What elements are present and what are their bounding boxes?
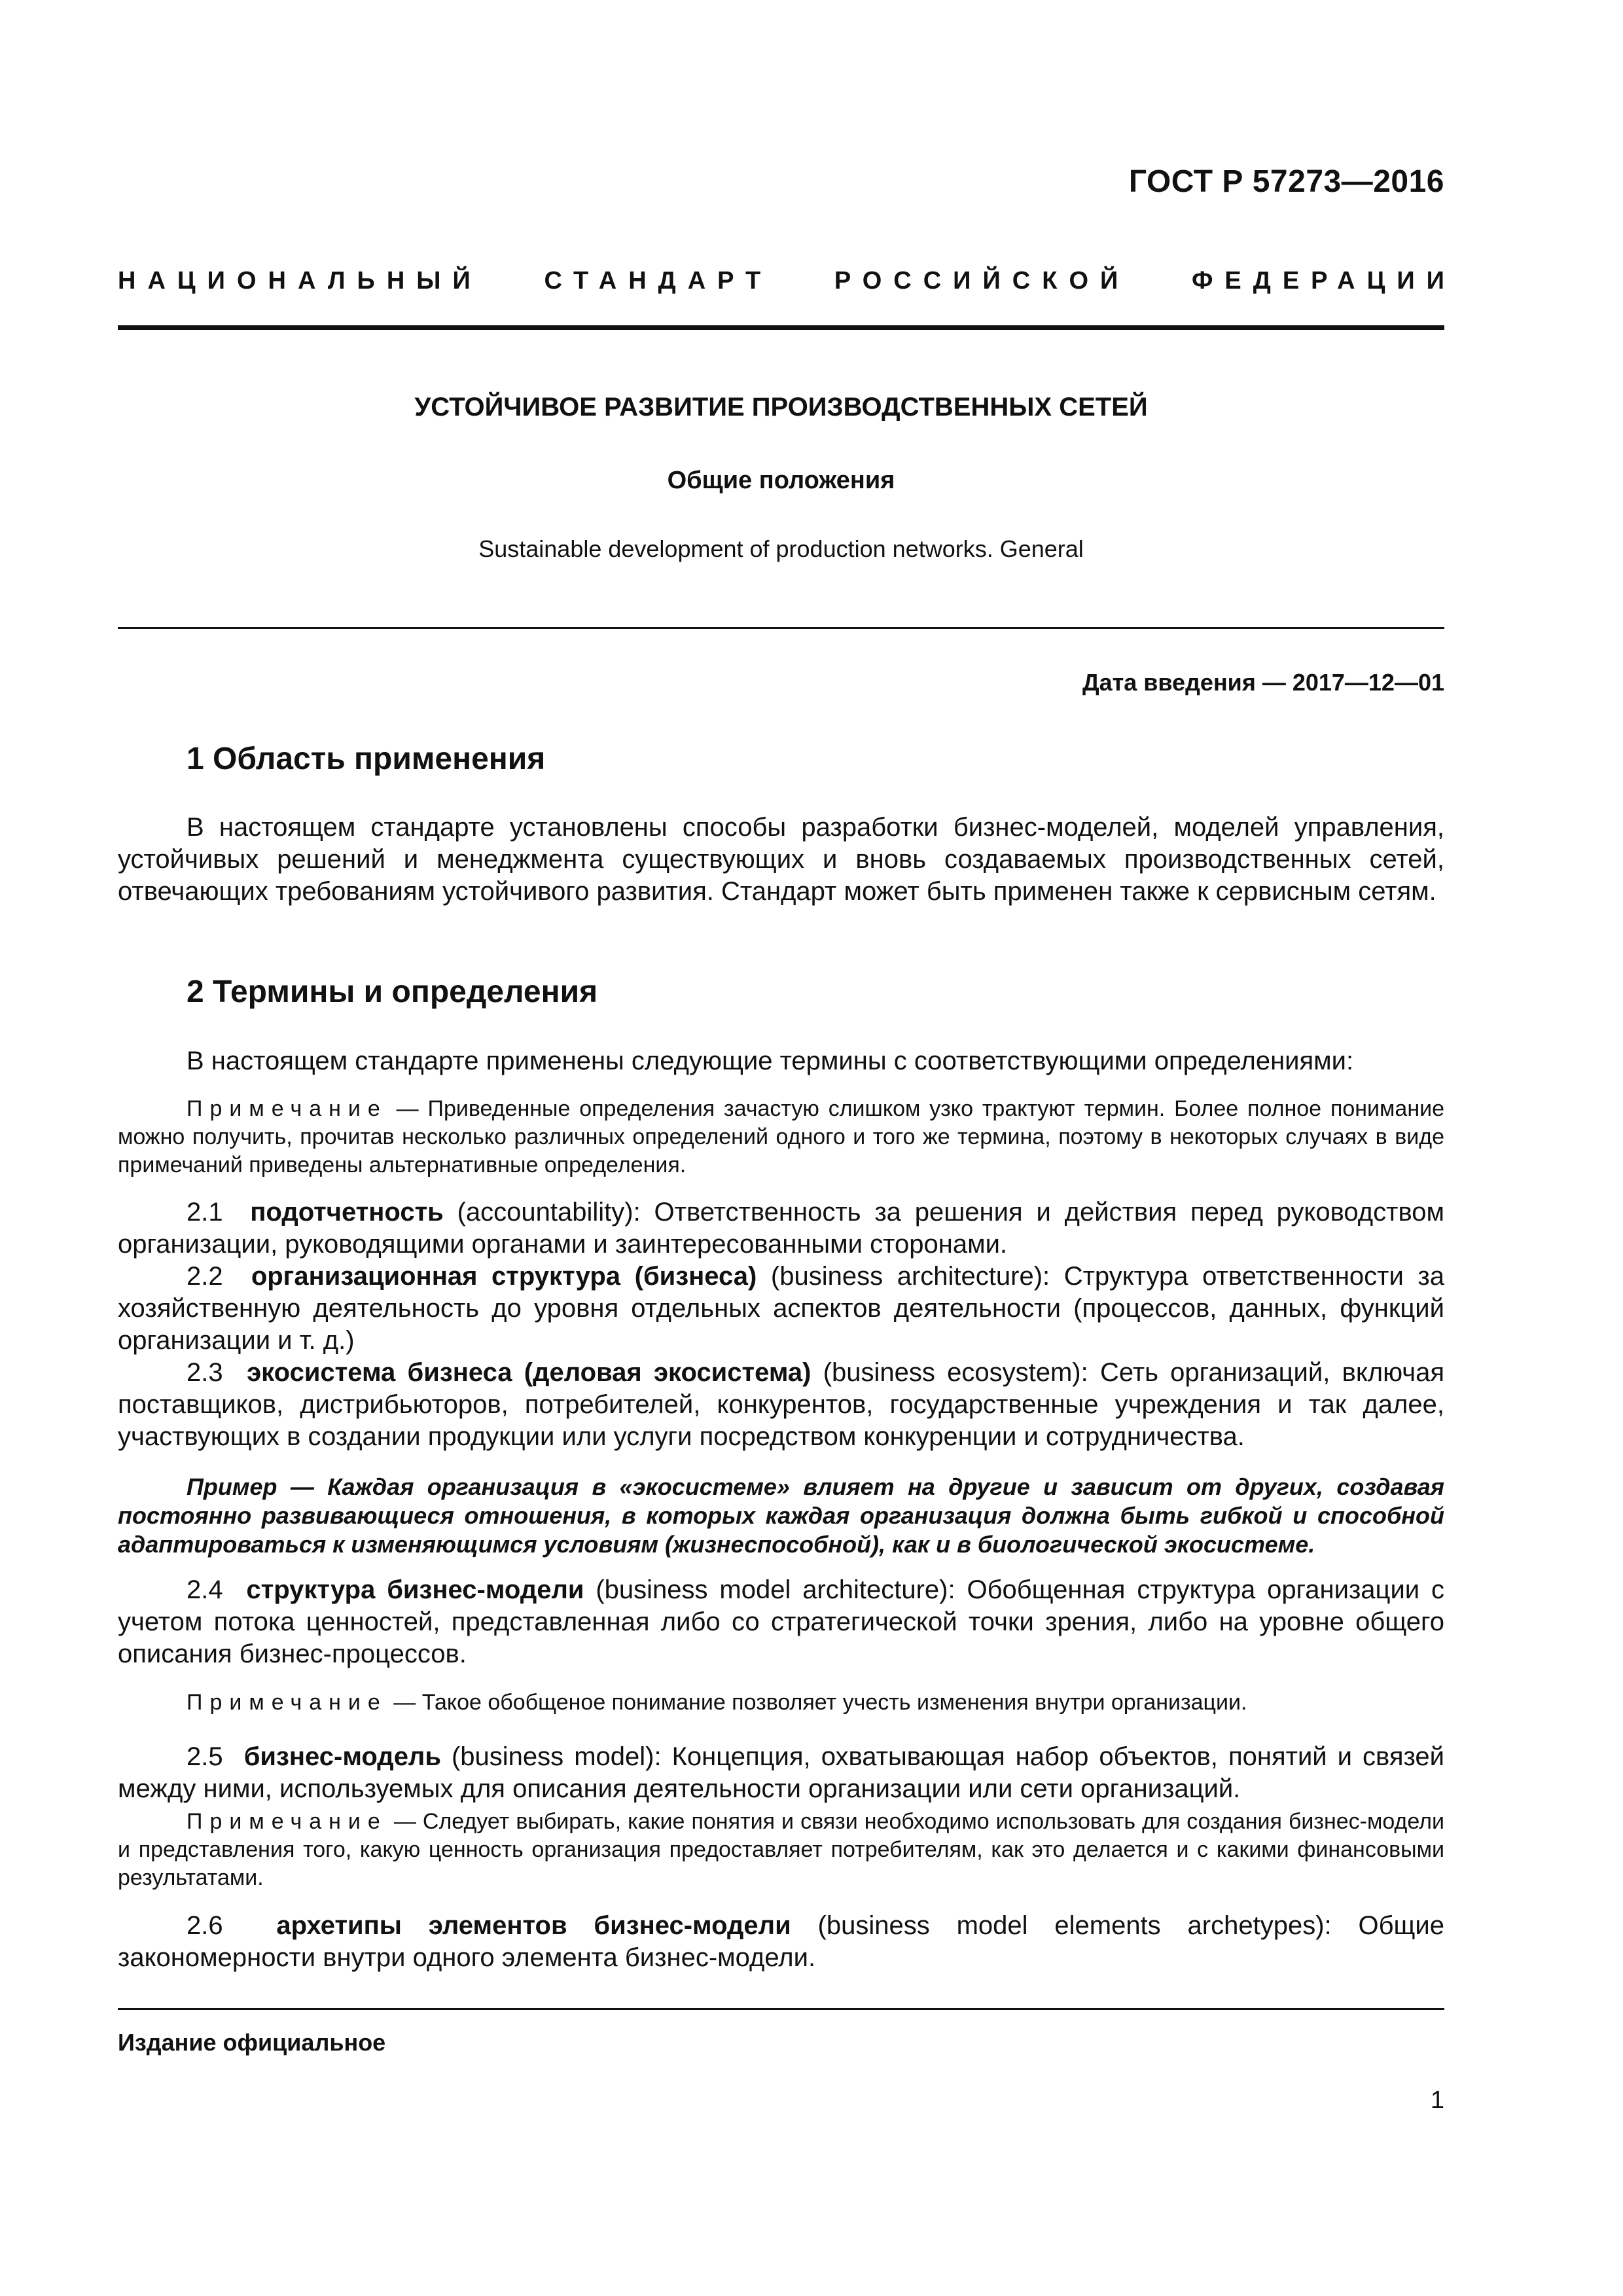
- standard-code: ГОСТ Р 57273—2016: [1128, 164, 1444, 199]
- header-divider: [118, 325, 1444, 330]
- publication-label: Издание официальное: [118, 2029, 386, 2056]
- term-name: экосистема бизнеса (деловая экосистема): [247, 1358, 812, 1387]
- term-definition: (accountability): Ответственность за решения и действия перед руководством организации, руководящими органами и заинтересованными сторонами.: [118, 1198, 1444, 1259]
- note-3: Примечание — Следует выбирать, какие понятия и связи необходимо использовать для создания бизнес-модели и представления того, какую ценность организация предоставляет потребителям, как это делается и с какими финансовыми результатами.: [118, 1809, 1444, 1890]
- document-subtitle: Общие положения: [667, 467, 895, 494]
- section-2-heading: 2 Термины и определения: [187, 975, 598, 1009]
- term-definition: (business model): Концепция, охватывающая набор объектов, понятий и связей между ними, используемых для описания деятельности организации или сети организаций.: [118, 1742, 1444, 1803]
- note-text: Следует выбирать, какие понятия и связи необходимо использовать для создания бизнес-модели и представления того, какую ценность организация предоставляет потребителям, как это делается и с какими финансовыми результатами.: [118, 1809, 1444, 1890]
- section-1-text: В настоящем стандарте установлены способы разработки бизнес-моделей, моделей управления, устойчивых решений и менеджмента существующих и вновь создаваемых производственных сетей, отвечающих требованиям устойчивого развития. Стандарт может быть применен также к сервисным сетям.: [118, 813, 1444, 906]
- note-label: Примечание: [187, 1096, 387, 1121]
- national-standard-banner: [118, 267, 1456, 295]
- term-definition: (business architecture): Структура ответственности за хозяйственную деятельность до уровня отдельных аспектов деятельности (процессов, данных, функций организации и т. д.): [118, 1262, 1445, 1355]
- section-2-intro: В настоящем стандарте применены следующие термины с соответствующими определениями:: [187, 1047, 1354, 1075]
- note-1: Примечание — Приведенные определения зачастую слишком узко трактуют термин. Более полное понимание можно получить, прочитав несколько различных определений одного и того же термина, поэтому в некоторых случаях в виде примечаний приведены альтернативные определения.: [118, 1096, 1444, 1177]
- term-definition: (business model architecture): Обобщенная структура организации с учетом потока ценностей, представленная либо со стратегической точки зрения, либо на уровне общего описания бизнес-процессов.: [118, 1575, 1445, 1668]
- note-text: Приведенные определения зачастую слишком узко трактуют термин. Более полное понимание можно получить, прочитав несколько различных определений одного и того же термина, поэтому в некоторых случаях в виде примечаний приведены альтернативные определения.: [118, 1096, 1444, 1177]
- title-divider: [118, 627, 1444, 629]
- note-label: Примечание: [187, 1690, 387, 1715]
- term-definition: (business ecosystem): Сеть организаций, включая поставщиков, дистрибьюторов, потребителей, конкурентов, государственные учреждения и так далее, участвующих в создании продукции или услуги посредством конкуренции и сотрудничества.: [118, 1358, 1444, 1451]
- note-text: Такое обобщеное понимание позволяет учесть изменения внутри организации.: [421, 1690, 1247, 1715]
- example-note: Пример — Каждая организация в «экосистеме» влияет на другие и зависит от других, создавая постоянно развивающиеся отношения, в которых каждая организация должна быть гибкой и способной адаптироваться к изменяющимся условиям (жизнеспособной), как и в биологической экосистеме.: [118, 1473, 1444, 1558]
- banner-word: ФЕДЕРАЦИИ: [1191, 267, 1456, 295]
- term-name: структура бизнес-модели: [246, 1575, 584, 1604]
- english-title: Sustainable development of production networks. General: [478, 535, 1084, 562]
- banner-word: РОССИЙСКОЙ: [834, 267, 1130, 295]
- introduction-date: Дата введения — 2017—12—01: [1082, 669, 1444, 696]
- term-name: подотчетность: [250, 1198, 444, 1227]
- note-label: Примечание: [187, 1809, 387, 1834]
- term-2-4: 2.4 структура бизнес-модели (business model architecture): Обобщенная структура организации с учетом потока ценностей, представленная либо со стратегической точки зрения, либо на уровне общего описания бизнес-процессов.: [118, 1575, 1445, 1668]
- term-name: организационная структура (бизнеса): [251, 1262, 757, 1291]
- term-name: бизнес-модель: [243, 1742, 441, 1771]
- footer-divider: [118, 2008, 1444, 2010]
- term-2-3: 2.3 экосистема бизнеса (деловая экосистема) (business ecosystem): Сеть организаций, включая поставщиков, дистрибьюторов, потребителей, конкурентов, государственные учреждения и так далее, участвующих в создании продукции или услуги посредством конкуренции и сотрудничества.: [118, 1358, 1444, 1451]
- page-number: 1: [1430, 2087, 1444, 2114]
- term-definition: (business model elements archetypes): Общие закономерности внутри одного элемента бизнес-модели.: [118, 1911, 1444, 1972]
- note-2: Примечание — Такое обобщеное понимание позволяет учесть изменения внутри организации.: [187, 1690, 1247, 1715]
- banner-word: НАЦИОНАЛЬНЫЙ: [118, 267, 482, 295]
- term-2-5: 2.5 бизнес-модель (business model): Концепция, охватывающая набор объектов, понятий и связей между ними, используемых для описания деятельности организации или сети организаций.: [118, 1742, 1444, 1803]
- term-2-1: 2.1 подотчетность (accountability): Ответственность за решения и действия перед руководством организации, руководящими органами и заинтересованными сторонами.: [118, 1198, 1444, 1259]
- section-1-heading: 1 Область применения: [187, 742, 546, 776]
- term-2-6: 2.6 архетипы элементов бизнес-модели (business model elements archetypes): Общие закономерности внутри одного элемента бизнес-модели.: [118, 1911, 1444, 1972]
- document-title: УСТОЙЧИВОЕ РАЗВИТИЕ ПРОИЗВОДСТВЕННЫХ СЕТЕЙ: [414, 393, 1148, 422]
- banner-word: СТАНДАРТ: [544, 267, 773, 295]
- term-2-2: 2.2 организационная структура (бизнеса) (business architecture): Структура ответственности за хозяйственную деятельность до уровня отдельных аспектов деятельности (процессов, данных, функций организации и т. д.): [118, 1262, 1445, 1355]
- term-name: архетипы элементов бизнес-модели: [276, 1911, 791, 1940]
